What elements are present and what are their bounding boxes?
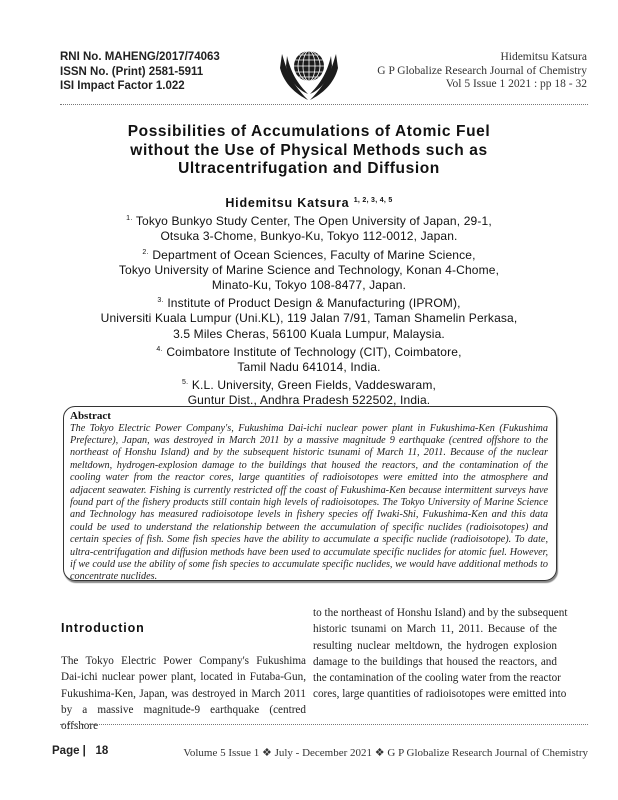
body-line: cores, large quantities of radioisotopes were emitted into — [313, 688, 567, 701]
globe-hands-logo-icon — [278, 44, 340, 104]
affiliation-line: $^{1.}$ Tokyo Bunkyo Study Center, The Open University of Japan, 29-1, — [126, 214, 492, 229]
page-footer — [52, 745, 588, 761]
author-block — [40, 193, 578, 409]
volume-pages: Vol 5 Issue 1 2021 : pp 18 - 32 — [445, 78, 587, 90]
body-line: historic tsunami on March 11, 2011. Because of the — [313, 623, 557, 636]
abstract-text: The Tokyo Electric Power Company's, Fukushima Dai-ichi nuclear power plant in Fukushima-Ken (Fukushima Prefecture), Japan, was destroyed in March 2011 by a massive magnitude 9 earthquake (centred offshore to the northeast of Honshu Island) and by the subsequent historic tsunami of March 11, 2011. Because of the nuclear meltdown, hydrogen-explosion damage to the buildings that housed the reactors, and the contamination of the cooling water from the reactor cores, large quantities of radioisotopes were emitted into the atmosphere and adjacent seawater. Fishing is currently restricted off the coast of Fukushima-Ken because intermittent surveys have found part of the fishery products still contain high levels of radioisotopes. The Tokyo University of Marine Science and Technology has measured radioisotope levels in fishery species off Iwaki-Shi, Fukushima-Ken and this data could be used to understand the relationship between the accumulation of specific nuclides (radioisotopes) and certain species of fish. Some fish species have the ability to accumulate a specific nuclide (radioisotope). To date, ultra-centrifugation and diffusion methods have been used to accumulate specific nuclides for atomic fuel. However, if we could use the ability of some fish species to accumulate specific nuclides, we would have additional methods to concentrate nuclides. — [70, 422, 548, 583]
title-line: Possibilities of Accumulations of Atomic Fuel — [127, 123, 491, 140]
affiliation-line: $^{3.}$ Institute of Product Design & Manufacturing (IPROM), — [157, 296, 461, 311]
body-line: resulting nuclear meltdown, the hydrogen explosion — [313, 639, 557, 652]
issn-number: ISSN No. (Print) 2581-5911 — [60, 65, 204, 78]
affiliation-line: $^{4.}$ Coimbatore Institute of Technology (CIT), Coimbatore, — [156, 344, 462, 359]
body-column-left: The Tokyo Electric Power Company's Fukushima Dai-ichi nuclear power plant, located in Futaba-Gun, Fukushima-Ken, Japan, was destroyed in March 2011 by a massive magnitude-9 earthquake (centred offshore — [61, 655, 306, 733]
affiliation-line: Minato-Ku, Tokyo 108-8477, Japan. — [211, 278, 407, 293]
impact-factor: ISI Impact Factor 1.022 — [60, 80, 185, 92]
title-line: without the Use of Physical Methods such as — [130, 141, 488, 159]
abstract-box — [63, 406, 557, 581]
running-author: Hidemitsu Katsura — [500, 51, 587, 63]
author-name: Hidemitsu Katsura $^{1, 2, 3, 4, 5}$ — [225, 196, 393, 210]
body-line: damage to the buildings that housed the reactors, and — [313, 655, 557, 668]
affiliation-line: $^{5.}$ K.L. University, Green Fields, Vaddeswaram, — [181, 378, 437, 393]
abstract-heading: Abstract — [70, 410, 111, 422]
rni-number: RNI No. MAHENG/2017/74063 — [60, 51, 220, 63]
title-line: Ultracentrifugation and Diffusion — [178, 160, 440, 177]
footer-journal-line: Volume 5 Issue 1 ❖ July - December 2021 ❖ G P Globalize Research Journal of Chemistry — [183, 747, 588, 759]
affiliation-line: 3.5 Miles Cheras, 56100 Kuala Lumpur, Malaysia. — [173, 326, 445, 341]
introduction-heading: Introduction — [61, 621, 145, 635]
affiliation-line: Otsuka 3-Chome, Bunkyo-Ku, Tokyo 112-0012, Japan. — [160, 229, 458, 244]
author-affiliation-marks: 1, 2, 3, 4, 5 — [353, 197, 393, 204]
body-column-right — [313, 605, 568, 703]
paper-title — [60, 123, 558, 179]
affiliation-line: Universiti Kuala Lumpur (Uni.KL), 119 Jalan 7/91, Taman Shamelin Perkasa, — [100, 311, 518, 326]
affiliation-line: Guntur Dist., Andhra Pradesh 522502, India. — [187, 393, 431, 408]
affiliation-line: $^{2.}$ Department of Ocean Sciences, Faculty of Marine Science, — [142, 247, 476, 262]
page-number: Page | 18 — [52, 745, 109, 757]
journal-citation-info — [377, 51, 587, 92]
journal-name: G P Globalize Research Journal of Chemistry — [377, 64, 587, 77]
affiliation-line: Tamil Nadu 641014, India. — [237, 360, 381, 375]
affiliation-line: Tokyo University of Marine Science and Technology, Konan 4-Chome, — [118, 262, 500, 277]
body-line: to the northeast of Honshu Island) and by the subsequent — [313, 607, 568, 619]
body-line: the contamination of the cooling water from the reactor — [313, 672, 561, 685]
header-divider — [60, 104, 588, 105]
footer-divider — [60, 724, 588, 725]
journal-registration-info — [60, 50, 220, 94]
